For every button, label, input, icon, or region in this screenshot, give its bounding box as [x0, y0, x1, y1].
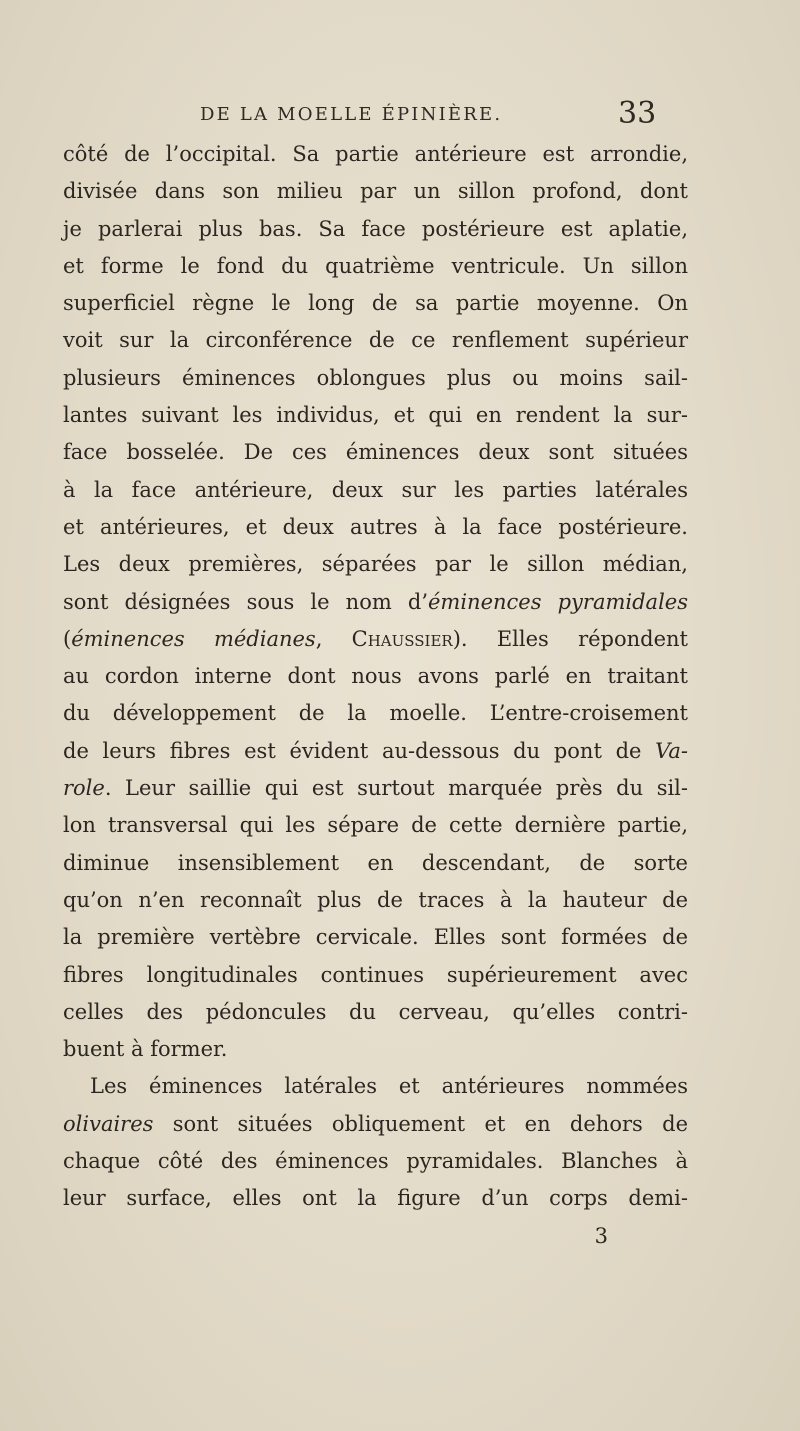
text-line: voit sur la circonférence de ce renflement supérieur: [63, 328, 688, 353]
text-line: leur surface, elles ont la figure d’un corps demi-: [63, 1186, 688, 1211]
italic-term: olivaires: [63, 1111, 154, 1136]
signature-mark: 3: [594, 1223, 608, 1248]
text-line: [63, 621, 688, 658]
italic-term: Va-: [655, 738, 688, 763]
text-line: du développement de la moelle. L’entre-croisement: [63, 701, 688, 726]
text-line: et forme le fond du quatrième ventricule. Un sillon: [63, 253, 688, 278]
text-line: à la face antérieure, deux sur les parties latérales: [63, 477, 688, 502]
text-line: [63, 733, 688, 770]
line-segment: sont situées obliquement et en dehors de: [153, 1111, 688, 1136]
text-line: chaque côté des éminences pyramidales. Blanches à: [63, 1149, 688, 1174]
text-line: diminue insensiblement en descendant, de sorte: [63, 850, 688, 875]
line-segment: sont désignées sous le nom d’: [63, 589, 428, 614]
running-head: [0, 96, 800, 140]
text-line: [63, 770, 688, 807]
line-segment: . Leur saillie qui est surtout marquée près du sil-: [104, 776, 688, 801]
text-line: [63, 584, 688, 621]
text-line: superficiel règne le long de sa partie moyenne. On: [63, 291, 688, 316]
text-line: côté de l’occipital. Sa partie antérieure est arrondie,: [63, 142, 688, 166]
text-line: face bosselée. De ces éminences deux sont situées: [63, 440, 688, 465]
text-line: je parlerai plus bas. Sa face postérieure est aplatie,: [63, 216, 688, 241]
text-line: Les éminences latérales et antérieures nommées: [90, 1074, 688, 1099]
text-line: fibres longitudinales continues supérieurement avec: [63, 962, 688, 987]
italic-term: éminences pyramidales: [428, 589, 688, 614]
text-line: celles des pédoncules du cerveau, qu’elles contri-: [63, 999, 688, 1024]
line-segment: ,: [315, 626, 352, 651]
line-segment: (: [63, 626, 72, 651]
text-line: au cordon interne dont nous avons parlé en traitant: [63, 664, 688, 689]
text-line: qu’on n’en reconnaît plus de traces à la hauteur de: [63, 887, 688, 912]
line-segment: de leurs fibres est évident au-dessous du pont de: [63, 738, 656, 763]
text-line: et antérieures, et deux autres à la face postérieure.: [63, 514, 688, 539]
body-text: [63, 136, 688, 1255]
italic-term: role: [63, 776, 105, 801]
line-segment: ). Elles répondent: [452, 626, 688, 651]
text-line: buent à former.: [63, 1037, 228, 1062]
text-line: la première vertèbre cervicale. Elles sont formées de: [63, 925, 688, 950]
page-number: 33: [618, 96, 657, 131]
text-line: lantes suivant les individus, et qui en rendent la sur-: [63, 403, 688, 428]
running-title: DE LA MOELLE ÉPINIÈRE.: [200, 104, 503, 125]
text-line: divisée dans son milieu par un sillon profond, dont: [63, 179, 688, 204]
text-line: lon transversal qui les sépare de cette dernière partie,: [63, 813, 688, 838]
text-line: [63, 1106, 688, 1143]
author-name: Chaussier: [351, 626, 453, 651]
italic-term: éminences médianes: [71, 626, 316, 651]
text-line: Les deux premières, séparées par le sillon médian,: [63, 552, 688, 577]
text-line: plusieurs éminences oblongues plus ou moins sail-: [63, 365, 688, 390]
